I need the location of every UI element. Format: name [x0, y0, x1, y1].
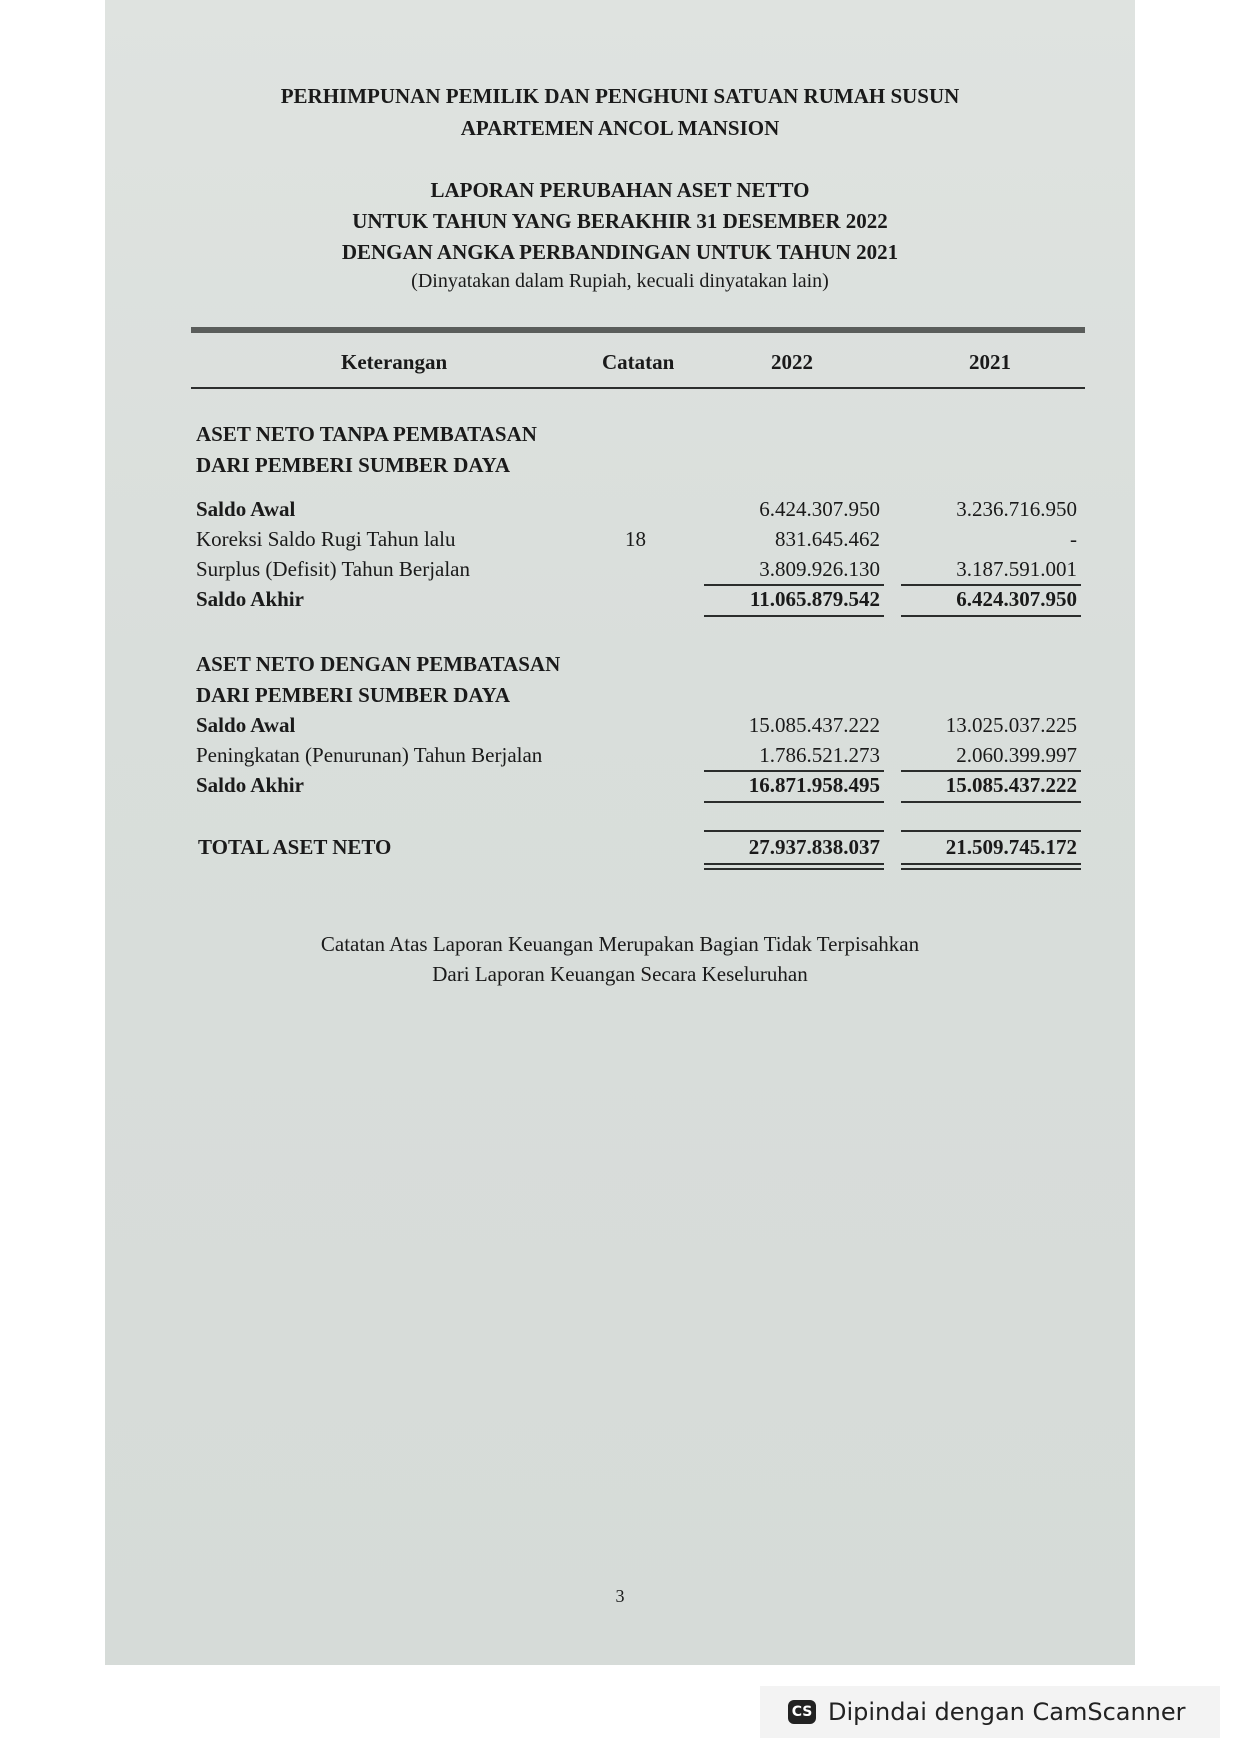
- grand-total-double-rule-2022-a: [704, 863, 884, 865]
- row-note: 18: [625, 527, 646, 551]
- grand-total-double-rule-2021-b: [901, 868, 1081, 870]
- column-header-2022: 2022: [771, 350, 813, 374]
- value-2022: 1.786.521.273: [759, 743, 880, 767]
- value-2021: 2.060.399.997: [956, 743, 1077, 767]
- row-label: Saldo Akhir: [196, 773, 304, 797]
- page-number: 3: [615, 1586, 625, 1606]
- value-2022: 6.424.307.950: [759, 497, 880, 521]
- report-period: UNTUK TAHUN YANG BERAKHIR 31 DESEMBER 2022: [352, 209, 888, 233]
- row-label: Koreksi Saldo Rugi Tahun lalu: [196, 527, 456, 551]
- value-2021: 13.025.037.225: [945, 713, 1077, 737]
- report-title: LAPORAN PERUBAHAN ASET NETTO: [430, 178, 810, 202]
- grand-total-label: TOTAL ASET NETO: [198, 835, 392, 859]
- grand-total-2021: 21.509.745.172: [945, 835, 1077, 859]
- column-header-note: Catatan: [602, 350, 675, 374]
- row-label: Surplus (Defisit) Tahun Berjalan: [196, 557, 471, 581]
- grand-total-top-rule-2022: [704, 830, 884, 832]
- grand-total-double-rule-2021-a: [901, 863, 1081, 865]
- grand-total-double-rule-2022-b: [704, 868, 884, 870]
- footnote-line2: Dari Laporan Keuangan Secara Keseluruhan: [432, 962, 808, 986]
- row-label: Peningkatan (Penurunan) Tahun Berjalan: [196, 743, 543, 767]
- footnote-line1: Catatan Atas Laporan Keuangan Merupakan Bagian Tidak Terpisahkan: [320, 932, 920, 956]
- value-2022: 3.809.926.130: [759, 557, 880, 581]
- apartment-name: APARTEMEN ANCOL MANSION: [460, 116, 780, 140]
- table-top-rule: [191, 327, 1085, 333]
- camscanner-label: Dipindai dengan CamScanner: [828, 1698, 1186, 1726]
- value-2022: 15.085.437.222: [748, 713, 880, 737]
- subtotal-rule-2022: [704, 584, 884, 586]
- report-currency-note: (Dinyatakan dalam Rupiah, kecuali dinyatakan lain): [411, 270, 829, 292]
- column-header-description: Keterangan: [341, 350, 448, 374]
- value-2021: 3.236.716.950: [956, 497, 1077, 521]
- total-rule-2022: [704, 615, 884, 617]
- total-rule-2021: [901, 615, 1081, 617]
- document-page: [105, 0, 1135, 1665]
- subtotal-rule-2021: [901, 770, 1081, 772]
- row-label: Saldo Akhir: [196, 587, 304, 611]
- section1-heading-line2: DARI PEMBERI SUMBER DAYA: [196, 453, 511, 477]
- value-2021: 3.187.591.001: [956, 557, 1077, 581]
- value-2021: -: [1070, 527, 1077, 551]
- section2-heading-line2: DARI PEMBERI SUMBER DAYA: [196, 683, 511, 707]
- camscanner-watermark: [760, 1686, 1220, 1738]
- total-rule-2021: [901, 801, 1081, 803]
- total-2021: 6.424.307.950: [956, 587, 1077, 611]
- subtotal-rule-2022: [704, 770, 884, 772]
- header-bottom-rule: [191, 387, 1085, 389]
- grand-total-top-rule-2021: [901, 830, 1081, 832]
- column-header-2021: 2021: [969, 350, 1011, 374]
- total-2022: 11.065.879.542: [749, 587, 880, 611]
- total-2022: 16.871.958.495: [748, 773, 880, 797]
- subtotal-rule-2021: [901, 584, 1081, 586]
- row-label: Saldo Awal: [196, 713, 296, 737]
- row-label: Saldo Awal: [196, 497, 296, 521]
- section2-heading-line1: ASET NETO DENGAN PEMBATASAN: [196, 652, 561, 676]
- organization-name: PERHIMPUNAN PEMILIK DAN PENGHUNI SATUAN RUMAH SUSUN: [280, 84, 960, 108]
- total-2021: 15.085.437.222: [945, 773, 1077, 797]
- section1-heading-line1: ASET NETO TANPA PEMBATASAN: [196, 422, 537, 446]
- value-2022: 831.645.462: [775, 527, 880, 551]
- grand-total-2022: 27.937.838.037: [748, 835, 880, 859]
- total-rule-2022: [704, 801, 884, 803]
- report-comparison: DENGAN ANGKA PERBANDINGAN UNTUK TAHUN 2021: [341, 240, 899, 264]
- camscanner-icon: CS: [788, 1700, 816, 1724]
